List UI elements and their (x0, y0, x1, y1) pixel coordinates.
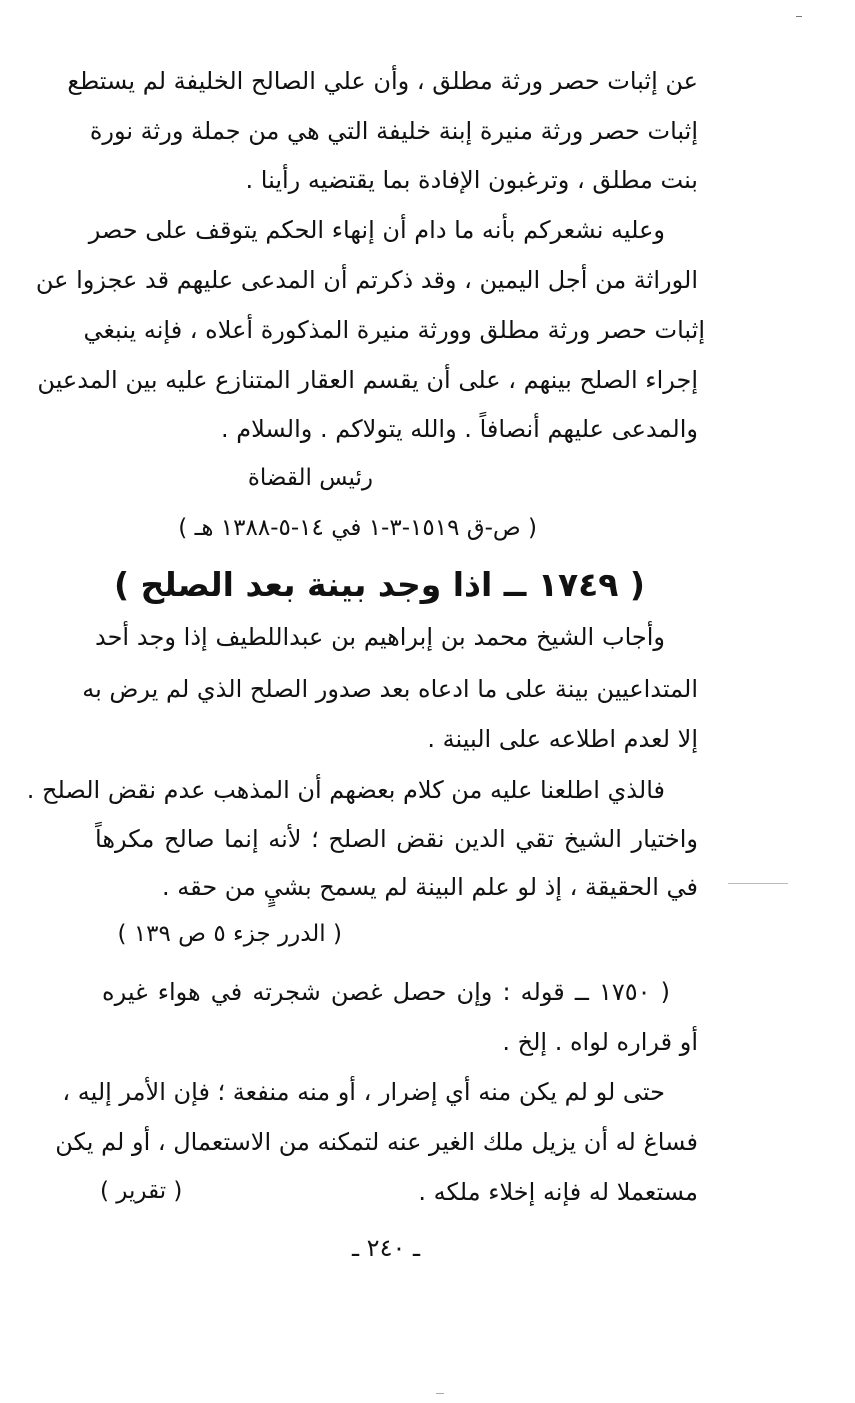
text-line: مستعملا له فإنه إخلاء ملكه . (418, 1178, 698, 1206)
signature: رئيس القضاة (247, 465, 373, 491)
text-line: إجراء الصلح بينهم ، على أن يقسم العقار المتنازع عليه بين المدعين (37, 366, 698, 394)
text-line: المتداعيين بينة على ما ادعاه بعد صدور الصلح الذي لم يرض به (82, 675, 698, 703)
page-number: ـ ٢٤٠ ـ (352, 1234, 421, 1262)
text-line: أو قراره لواه . إلخ . (502, 1028, 698, 1056)
section-heading: ( ١٧٤٩ ــ اذا وجد بينة بعد الصلح ) (113, 565, 645, 604)
reference-citation: ( ص-ق ١٥١٩-٣-١ في ١٤-٥-١٣٨٨ هـ ) (178, 515, 537, 541)
text-line: وعليه نشعركم بأنه ما دام أن إنهاء الحكم يتوقف على حصر (88, 216, 665, 244)
text-line: فالذي اطلعنا عليه من كلام بعضهم أن المذهب عدم نقض الصلح . (26, 776, 665, 804)
text-line: إثبات حصر ورثة مطلق وورثة منيرة المذكورة أعلاه ، فإنه ينبغي (83, 316, 705, 344)
scan-speck (728, 883, 788, 884)
source-citation: ( الدرر جزء ٥ ص ١٣٩ ) (117, 921, 342, 947)
note-label: ( تقرير ) (100, 1178, 183, 1204)
text-line: عن إثبات حصر ورثة مطلق ، وأن علي الصالح الخليفة لم يستطع (67, 67, 698, 95)
text-line: حتى لو لم يكن منه أي إضرار ، أو منه منفعة ؛ فإن الأمر إليه ، (62, 1078, 665, 1106)
text-line: بنت مطلق ، وترغبون الإفادة بما يقتضيه رأينا . (245, 166, 698, 194)
text-line: فساغ له أن يزيل ملك الغير عنه لتمكنه من الاستعمال ، أو لم يكن (55, 1128, 698, 1156)
scan-speck (796, 16, 802, 17)
text-line: ( ١٧٥٠ ــ قوله : وإن حصل غصن شجرته في هواء غيره (102, 978, 671, 1006)
text-line: والمدعى عليهم أنصافاً . والله يتولاكم . والسلام . (220, 415, 698, 443)
text-line: في الحقيقة ، إذ لو علم البينة لم يسمح بشيٍ من حقه . (162, 873, 698, 901)
text-line: وأجاب الشيخ محمد بن إبراهيم بن عبداللطيف إذا وجد أحد (95, 623, 665, 651)
text-line: الوراثة من أجل اليمين ، وقد ذكرتم أن المدعى عليهم قد عجزوا عن (35, 266, 698, 294)
text-line: واختيار الشيخ تقي الدين نقض الصلح ؛ لأنه إنما صالح مكرهاً (95, 825, 698, 853)
scan-speck (436, 1393, 444, 1394)
text-line: إثبات حصر ورثة منيرة إبنة خليفة التي هي من جملة ورثة نورة (89, 117, 698, 145)
text-line: إلا لعدم اطلاعه على البينة . (427, 725, 698, 753)
